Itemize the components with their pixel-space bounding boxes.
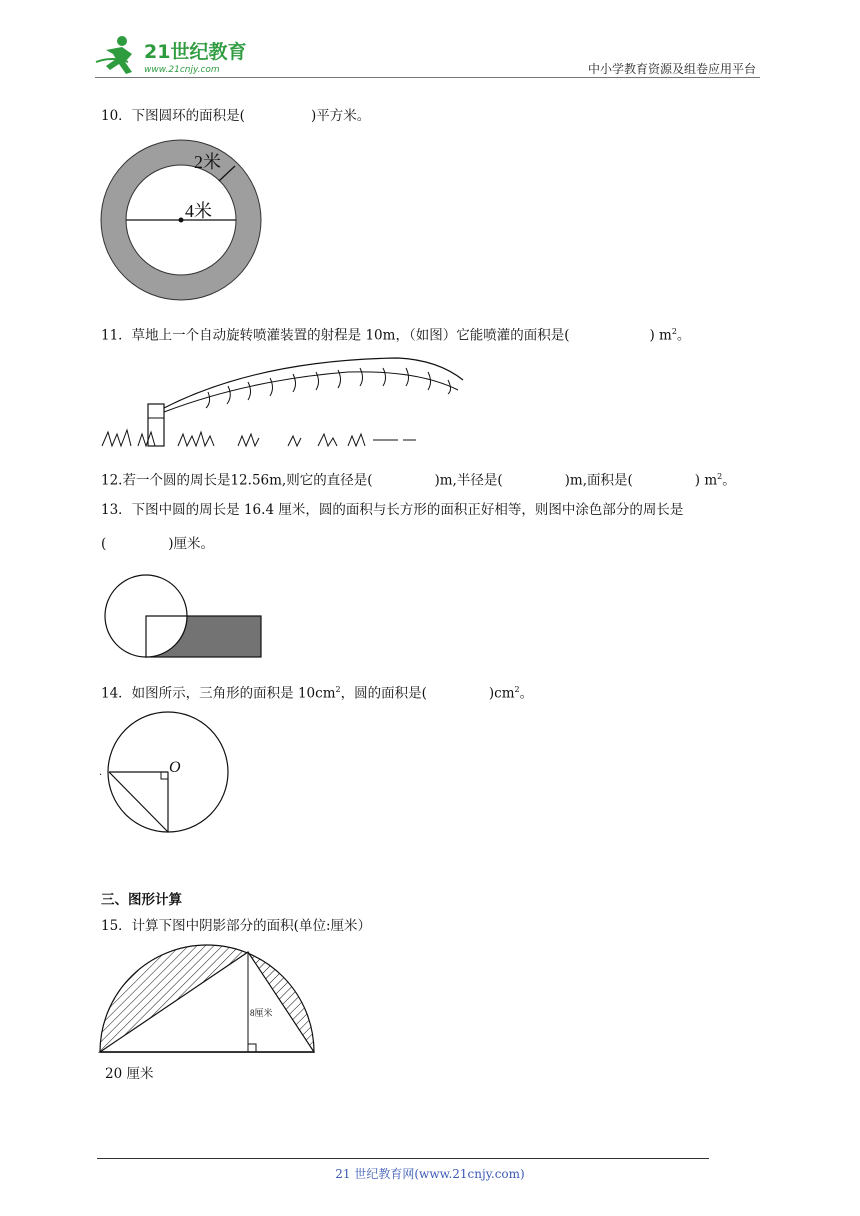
semicircle-figure — [96, 936, 318, 1058]
question-13-line2: ( )厘米。 — [101, 536, 215, 552]
ring-width-label: 2米 — [194, 152, 221, 172]
runner-logo-icon — [92, 32, 262, 78]
header-divider — [95, 77, 760, 78]
section-3-title: 三、图形计算 — [101, 892, 182, 908]
footer-text: 21 世纪教育网(www.21cnjy.com) — [335, 1167, 525, 1181]
ring-diameter-label: 4米 — [185, 201, 212, 221]
question-11: 11．草地上一个自动旋转喷灌装置的射程是 10m，（如图）它能喷灌的面积是( ) $m^2$。 — [101, 327, 691, 344]
logo-main-text: 21世纪教育 — [144, 41, 247, 63]
circle-triangle-figure — [96, 710, 241, 835]
stray-dot: . — [99, 767, 103, 778]
question-13-line1: 13．下图中圆的周长是 16.4 厘米，圆的面积与长方形的面积正好相等，则图中涂色部分的周长是 — [101, 502, 684, 518]
header-platform-text: 中小学教育资源及组卷应用平台 — [587, 62, 756, 76]
question-14: 14．如图所示，三角形的面积是 $10cm^2$，圆的面积是( )$cm^2$。 — [101, 685, 534, 702]
question-15: 15．计算下图中阴影部分的面积(单位:厘米） — [101, 918, 371, 934]
center-o-label: O — [169, 759, 181, 776]
logo-sub-text: www.21cnjy.com — [144, 65, 220, 75]
circle-rectangle-figure — [100, 568, 268, 664]
height-label: 8厘米 — [250, 1008, 273, 1018]
question-10: 10．下图圆环的面积是( )平方米。 — [101, 108, 371, 124]
base-length-label: 20 厘米 — [105, 1066, 154, 1082]
question-12: 12.若一个圆的周长是12.56m,则它的直径是( )m,半径是( )m,面积是( ) $m^2$。 — [101, 472, 736, 489]
site-logo — [92, 32, 262, 78]
ring-figure — [96, 138, 268, 304]
footer-divider — [97, 1158, 709, 1159]
sprinkler-figure — [98, 350, 473, 450]
